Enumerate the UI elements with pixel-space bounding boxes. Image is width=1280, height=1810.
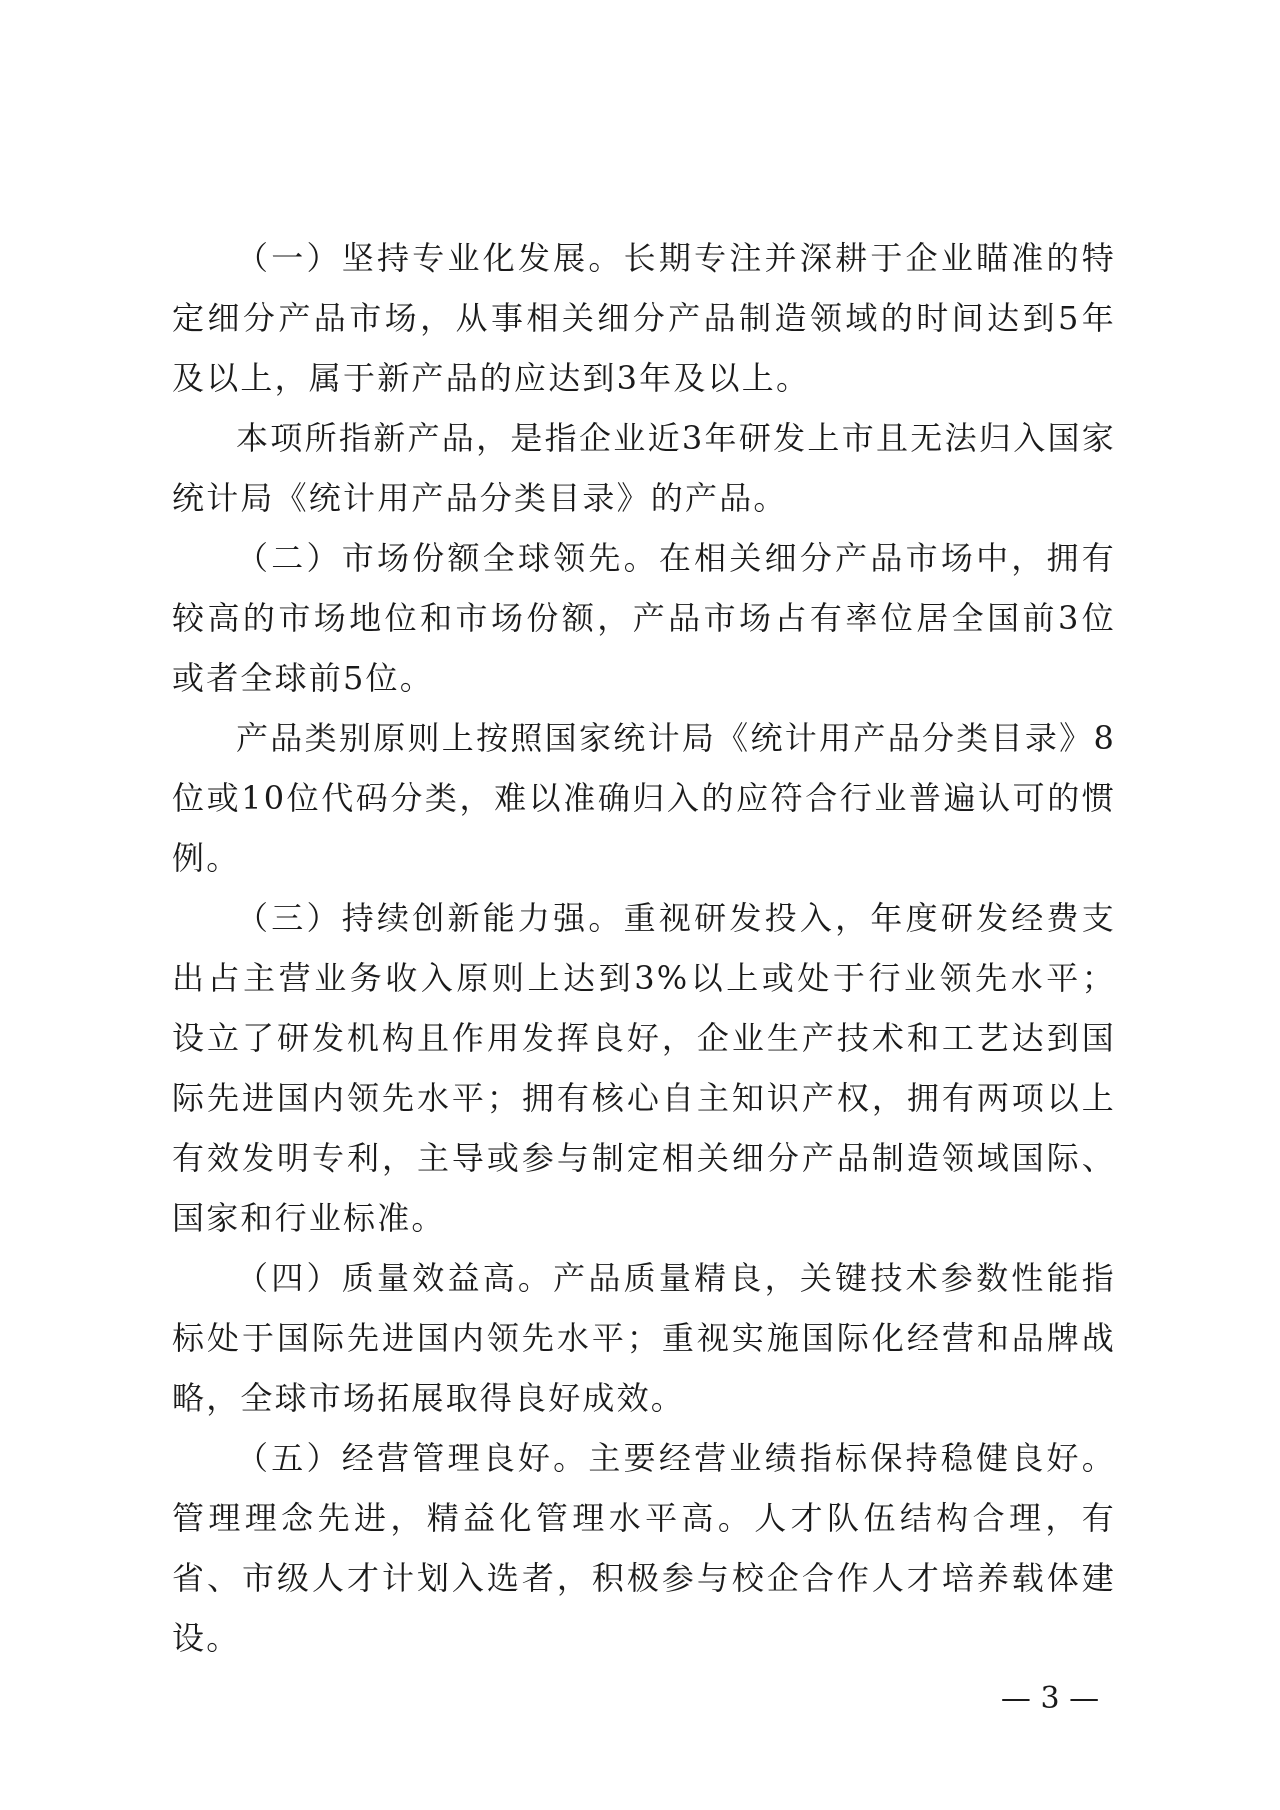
paragraph-management: （五）经营管理良好。主要经营业绩指标保持稳健良好。管理理念先进，精益化管理水平高。人才队伍结构合理，有省、市级人才计划入选者，积极参与校企合作人才培养载体建设。 xyxy=(172,1439,1116,1657)
document-body xyxy=(172,228,1116,1668)
paragraph-specialization: （一）坚持专业化发展。长期专注并深耕于企业瞄准的特定细分产品市场，从事相关细分产品制造领域的时间达到5年及以上，属于新产品的应达到3年及以上。 xyxy=(172,239,1116,397)
paragraph-new-product-definition: 本项所指新产品，是指企业近3年研发上市且无法归入国家统计局《统计用产品分类目录》的产品。 xyxy=(172,419,1116,517)
paragraph-market-share: （二）市场份额全球领先。在相关细分产品市场中，拥有较高的市场地位和市场份额，产品市场占有率位居全国前3位或者全球前5位。 xyxy=(172,539,1116,697)
paragraph-innovation: （三）持续创新能力强。重视研发投入，年度研发经费支出占主营业务收入原则上达到3%以上或处于行业领先水平；设立了研发机构且作用发挥良好，企业生产技术和工艺达到国际先进国内领先水平；拥有核心自主知识产权，拥有两项以上有效发明专利，主导或参与制定相关细分产品制造领域国际、国家和行业标准。 xyxy=(172,899,1116,1237)
page-number: — 3 — xyxy=(1000,1681,1100,1716)
paragraph-product-category: 产品类别原则上按照国家统计局《统计用产品分类目录》8位或10位代码分类，难以准确归入的应符合行业普遍认可的惯例。 xyxy=(172,719,1116,877)
paragraph-quality-efficiency: （四）质量效益高。产品质量精良，关键技术参数性能指标处于国际先进国内领先水平；重视实施国际化经营和品牌战略，全球市场拓展取得良好成效。 xyxy=(172,1259,1116,1417)
